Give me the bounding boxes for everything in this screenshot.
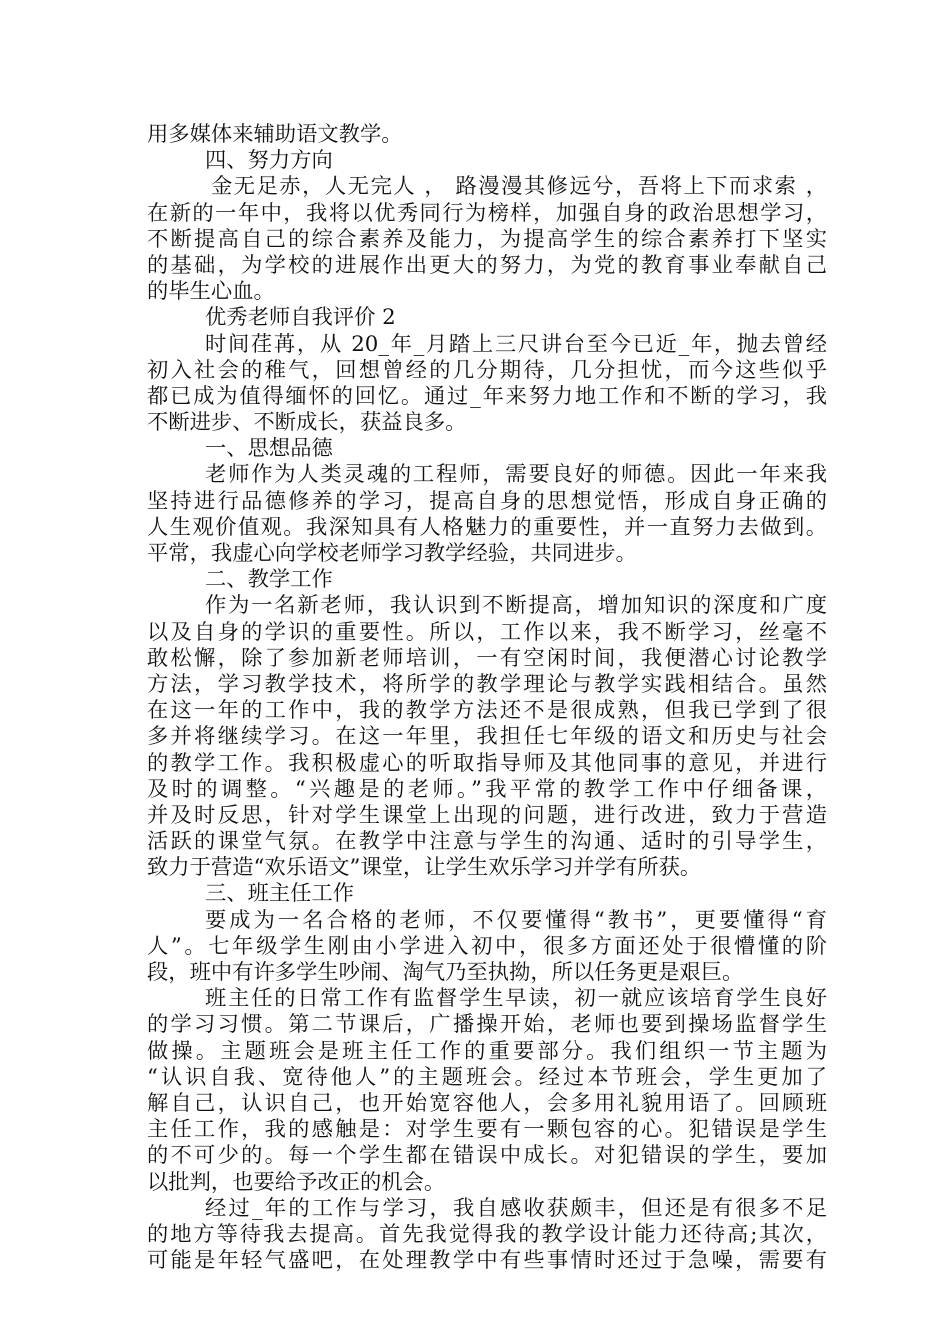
text-line: 都已成为值得缅怀的回忆。通过_年来努力地工作和不断的学习，我 (147, 383, 827, 409)
text-line: 坚持进行品德修养的学习，提高自身的思想觉悟，形成自身正确的 (147, 488, 827, 514)
text-line: 解自己，认识自己，也开始宽容他人，会多用礼貌用语了。回顾班 (147, 1090, 827, 1116)
text-line: 人生观价值观。我深知具有人格魅力的重要性，并一直努力去做到。 (147, 514, 827, 540)
text-line: 并及时反思，针对学生课堂上出现的问题，进行改进，致力于营造 (147, 802, 827, 828)
section-heading: 二、教学工作 (205, 567, 333, 593)
text-line: 老师作为人类灵魂的工程师，需要良好的师德。因此一年来我 (205, 462, 827, 488)
text-line: 的基础，为学校的进展作出更大的努力，为党的教育事业奉献自己 (147, 252, 827, 278)
text-line: “认识自我、宽待他人”的主题班会。经过本节班会，学生更加了 (147, 1064, 827, 1090)
text-line: 的不可少的。每一个学生都在错误中成长。对犯错误的学生，要加 (147, 1143, 827, 1169)
text-line: 活跃的课堂气氛。在教学中注意与学生的沟通、适时的引导学生， (147, 829, 827, 855)
text-line: 不断进步、不断成长，获益良多。 (147, 410, 467, 436)
text-line: 金无足赤，人无完人 ， 路漫漫其修远兮，吾将上下而求索 ， (211, 174, 827, 200)
text-line: 不断提高自己的综合素养及能力，为提高学生的综合素养打下坚实 (147, 226, 827, 252)
text-line: 的毕生心血。 (147, 279, 275, 305)
text-line: 作为一名新老师，我认识到不断提高，增加知识的深度和广度 (205, 593, 827, 619)
text-line: 可能是年轻气盛吧，在处理教学中有些事情时还过于急噪，需要有 (147, 1248, 827, 1274)
text-line: 班主任的日常工作有监督学生早读，初一就应该培育学生良好 (205, 986, 827, 1012)
text-line: 的学习习惯。第二节课后，广播操开始，老师也要到操场监督学生 (147, 1012, 827, 1038)
text-line: 做操。主题班会是班主任工作的重要部分。我们组织一节主题为 (147, 1038, 827, 1064)
section-heading: 一、思想品德 (205, 436, 333, 462)
section-heading: 四、努力方向 (205, 148, 333, 174)
text-line: 在这一年的工作中，我的教学方法还不是很成熟，但我已学到了很 (147, 698, 827, 724)
text-line: 敢松懈，除了参加新老师培训，一有空闲时间，我便潜心讨论教学 (147, 645, 827, 671)
text-line: 的教学工作。我积极虚心的听取指导师及其他同事的意见，并进行 (147, 750, 827, 776)
text-line: 人”。七年级学生刚由小学进入初中，很多方面还处于很懵懂的阶 (147, 933, 827, 959)
text-line: 初入社会的稚气，回想曾经的几分期待，几分担忧，而今这些似乎 (147, 357, 827, 383)
text-line: 经过_年的工作与学习，我自感收获颇丰，但还是有很多不足 (205, 1195, 827, 1221)
text-line: 及时的调整。“兴趣是的老师。”我平常的教学工作中仔细备课， (147, 776, 827, 802)
text-line: 用多媒体来辅助语文教学。 (147, 122, 403, 147)
text-line: 以及自身的学识的重要性。所以，工作以来，我不断学习，丝毫不 (147, 619, 827, 645)
text-line: 段，班中有许多学生吵闹、淘气乃至执拗，所以任务更是艰巨。 (147, 960, 744, 985)
document-page (147, 122, 827, 1274)
document-title: 优秀老师自我评价 2 (205, 305, 396, 331)
text-line: 方法，学习教学技术，将所学的教学理论与教学实践相结合。虽然 (147, 671, 827, 697)
text-line: 多并将继续学习。在这一年里，我担任七年级的语文和历史与社会 (147, 724, 827, 750)
text-line: 时间荏苒，从 20_年_月踏上三尺讲台至今已近_年，抛去曾经 (205, 331, 827, 357)
text-line: 致力于营造“欢乐语文”课堂，让学生欢乐学习并学有所获。 (147, 855, 702, 881)
section-heading: 三、班主任工作 (205, 881, 355, 907)
text-line: 主任工作，我的感触是：对学生要有一颗包容的心。犯错误是学生 (147, 1117, 827, 1143)
text-line: 要成为一名合格的老师，不仅要懂得“教书”，更要懂得“育 (205, 907, 827, 933)
text-line: 平常，我虚心向学校老师学习教学经验，共同进步。 (147, 541, 637, 566)
text-line: 在新的一年中，我将以优秀同行为榜样，加强自身的政治思想学习， (147, 200, 827, 226)
text-line: 的地方等待我去提高。首先我觉得我的教学设计能力还待高;其次， (147, 1221, 827, 1247)
text-line: 以批判，也要给予改正的机会。 (147, 1169, 446, 1195)
